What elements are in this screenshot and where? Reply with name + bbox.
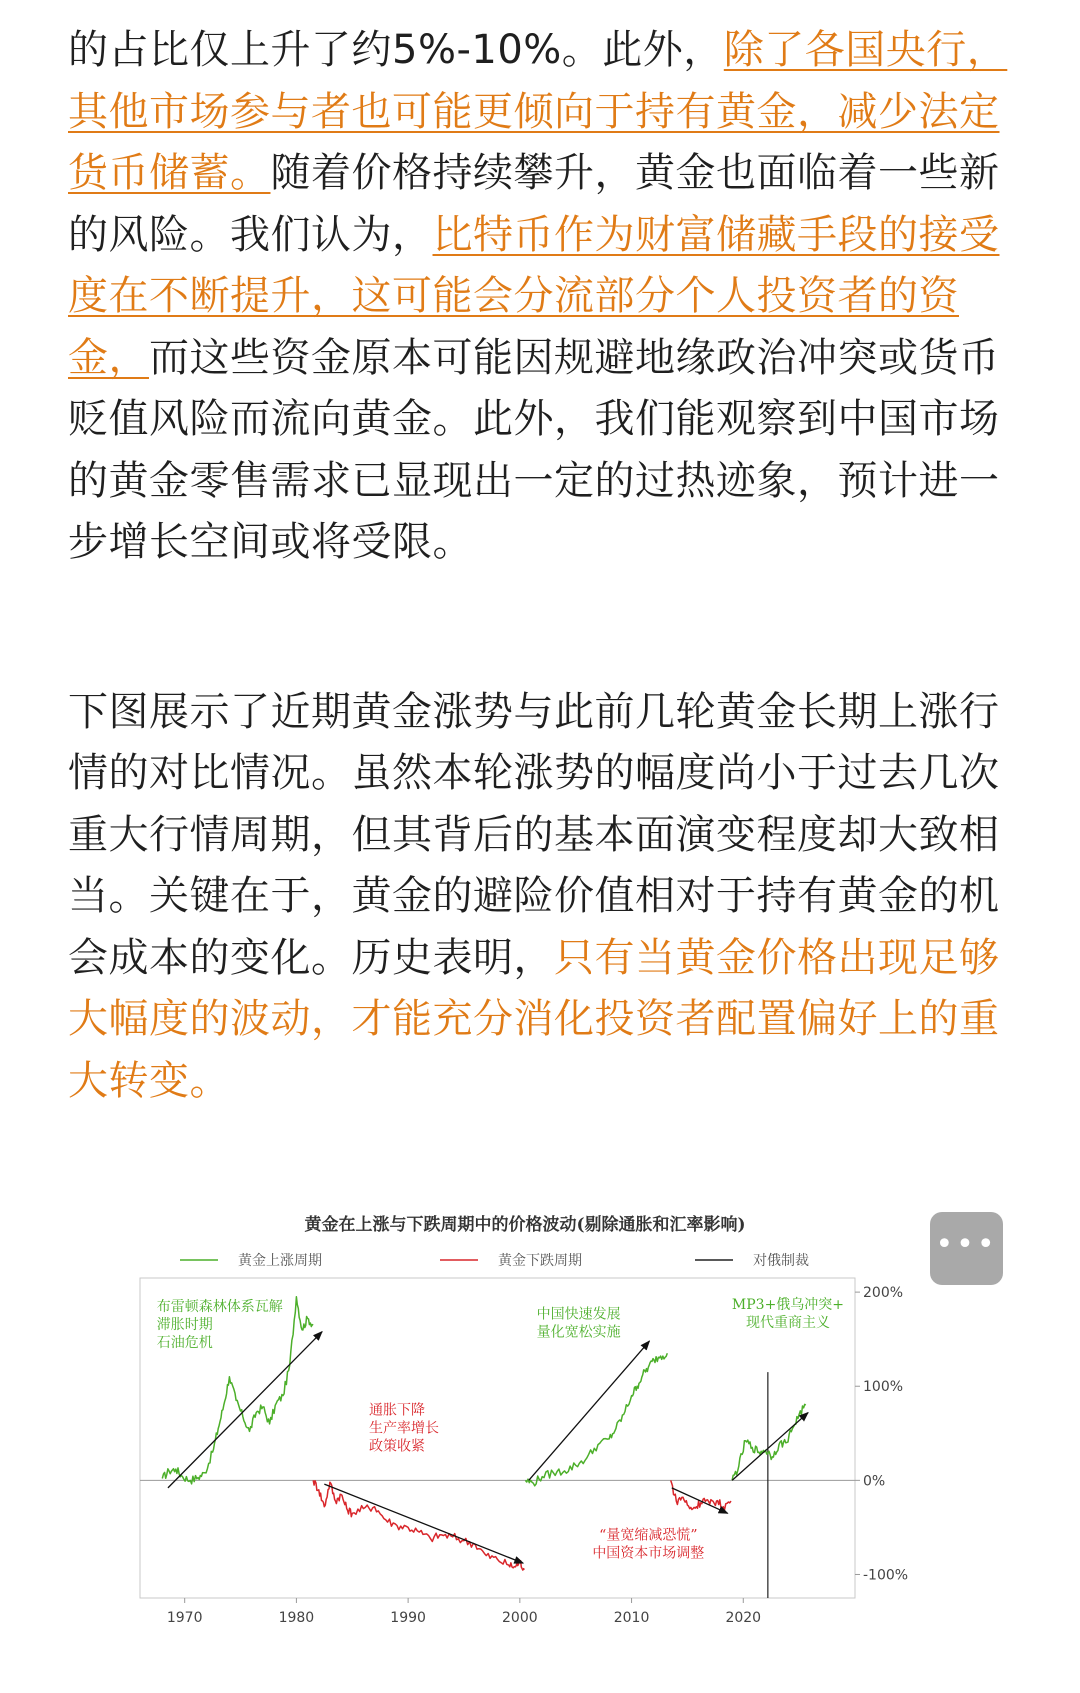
series-down-line [313,1480,524,1570]
x-tick-label: 2020 [725,1610,762,1626]
ellipsis-icon: ••• [935,1227,998,1262]
series-up-line [525,1353,667,1486]
trend-arrow [324,1484,523,1563]
body-text: 随着价格持续攀升，黄金也面临着一些新的风险。我们认为， [68,150,1000,258]
chart-annotation: 政策收紧 [369,1438,426,1455]
chart-annotation: 量化宽松实施 [536,1324,621,1341]
chart-annotation: 石油危机 [156,1334,213,1351]
chart-annotation: MP3+俄乌冲突+ [731,1297,845,1314]
x-tick-label: 1980 [278,1610,315,1626]
y-tick-label: 200% [863,1285,904,1302]
highlight-text: 比特币作为财富储藏手段的接受度在不断提升，这可能会分流部分个人投资者的资金， [68,211,1000,381]
series-up-line [732,1404,806,1480]
plot-area [140,1285,908,1626]
gold-cycle-chart [140,1210,940,1626]
legend-label: 黄金上涨周期 [238,1253,322,1269]
x-tick-label: 2010 [613,1610,650,1626]
chart-annotation: 滞胀时期 [156,1316,213,1333]
chart-annotation: 生产率增长 [369,1420,440,1437]
highlight-text: 除了各国央行，其他市场参与者也可能更倾向于持有黄金，减少法定货币储蓄。 [68,27,1008,196]
chart-annotation: 现代重商主义 [745,1315,830,1332]
body-text: 而这些资金原本可能因规避地缘政治冲突或货币贬值风险而流向黄金。此外，我们能观察到中国市场的黄金零售需求已显现出一定的过热迹象，预计进一步增长空间或将受限。 [68,334,1000,565]
chart-annotation: 布雷顿森林体系瓦解 [156,1298,283,1315]
more-options-button[interactable] [930,1212,1003,1285]
article-body [68,20,1012,1112]
x-tick-label: 2000 [502,1610,538,1626]
body-text: 下图展示了近期黄金涨势与此前几轮黄金长期上涨行情的对比情况。虽然本轮涨势的幅度尚小于过去几次重大行情周期，但其背后的基本面演变程度却大致相当。关键在于，黄金的避险价值相对于持有黄金的机会成本的变化。历史表明， [68,688,1000,981]
paragraph-1 [68,20,1012,574]
y-tick-label: -100% [863,1567,909,1584]
paragraph-2 [68,682,1012,1113]
chart-annotation: 通胀下降 [369,1402,426,1419]
chart-legend [180,1252,809,1269]
legend-label: 对俄制裁 [753,1253,809,1269]
series-down-line [671,1480,731,1509]
trend-arrow [168,1332,322,1488]
legend-label: 黄金下跌周期 [498,1253,582,1269]
trend-arrow [529,1341,650,1480]
y-tick-label: 100% [863,1379,904,1396]
chart-annotation: “量宽缩减恐慌” [599,1527,698,1544]
chart-annotation: 中国资本市场调整 [592,1545,705,1562]
body-text: 的占比仅上升了约5%-10%。此外， [68,27,724,73]
y-tick-label: 0% [863,1473,886,1490]
x-tick-label: 1990 [390,1610,426,1626]
chart-title: 黄金在上涨与下跌周期中的价格波动(剔除通胀和汇率影响) [304,1215,746,1235]
chart-svg [140,1210,940,1626]
chart-annotation: 中国快速发展 [536,1306,621,1323]
highlight-text: 只有当黄金价格出现足够大幅度的波动，才能充分消化投资者配置偏好上的重大转变。 [68,934,1000,1104]
x-tick-label: 1970 [166,1610,203,1626]
